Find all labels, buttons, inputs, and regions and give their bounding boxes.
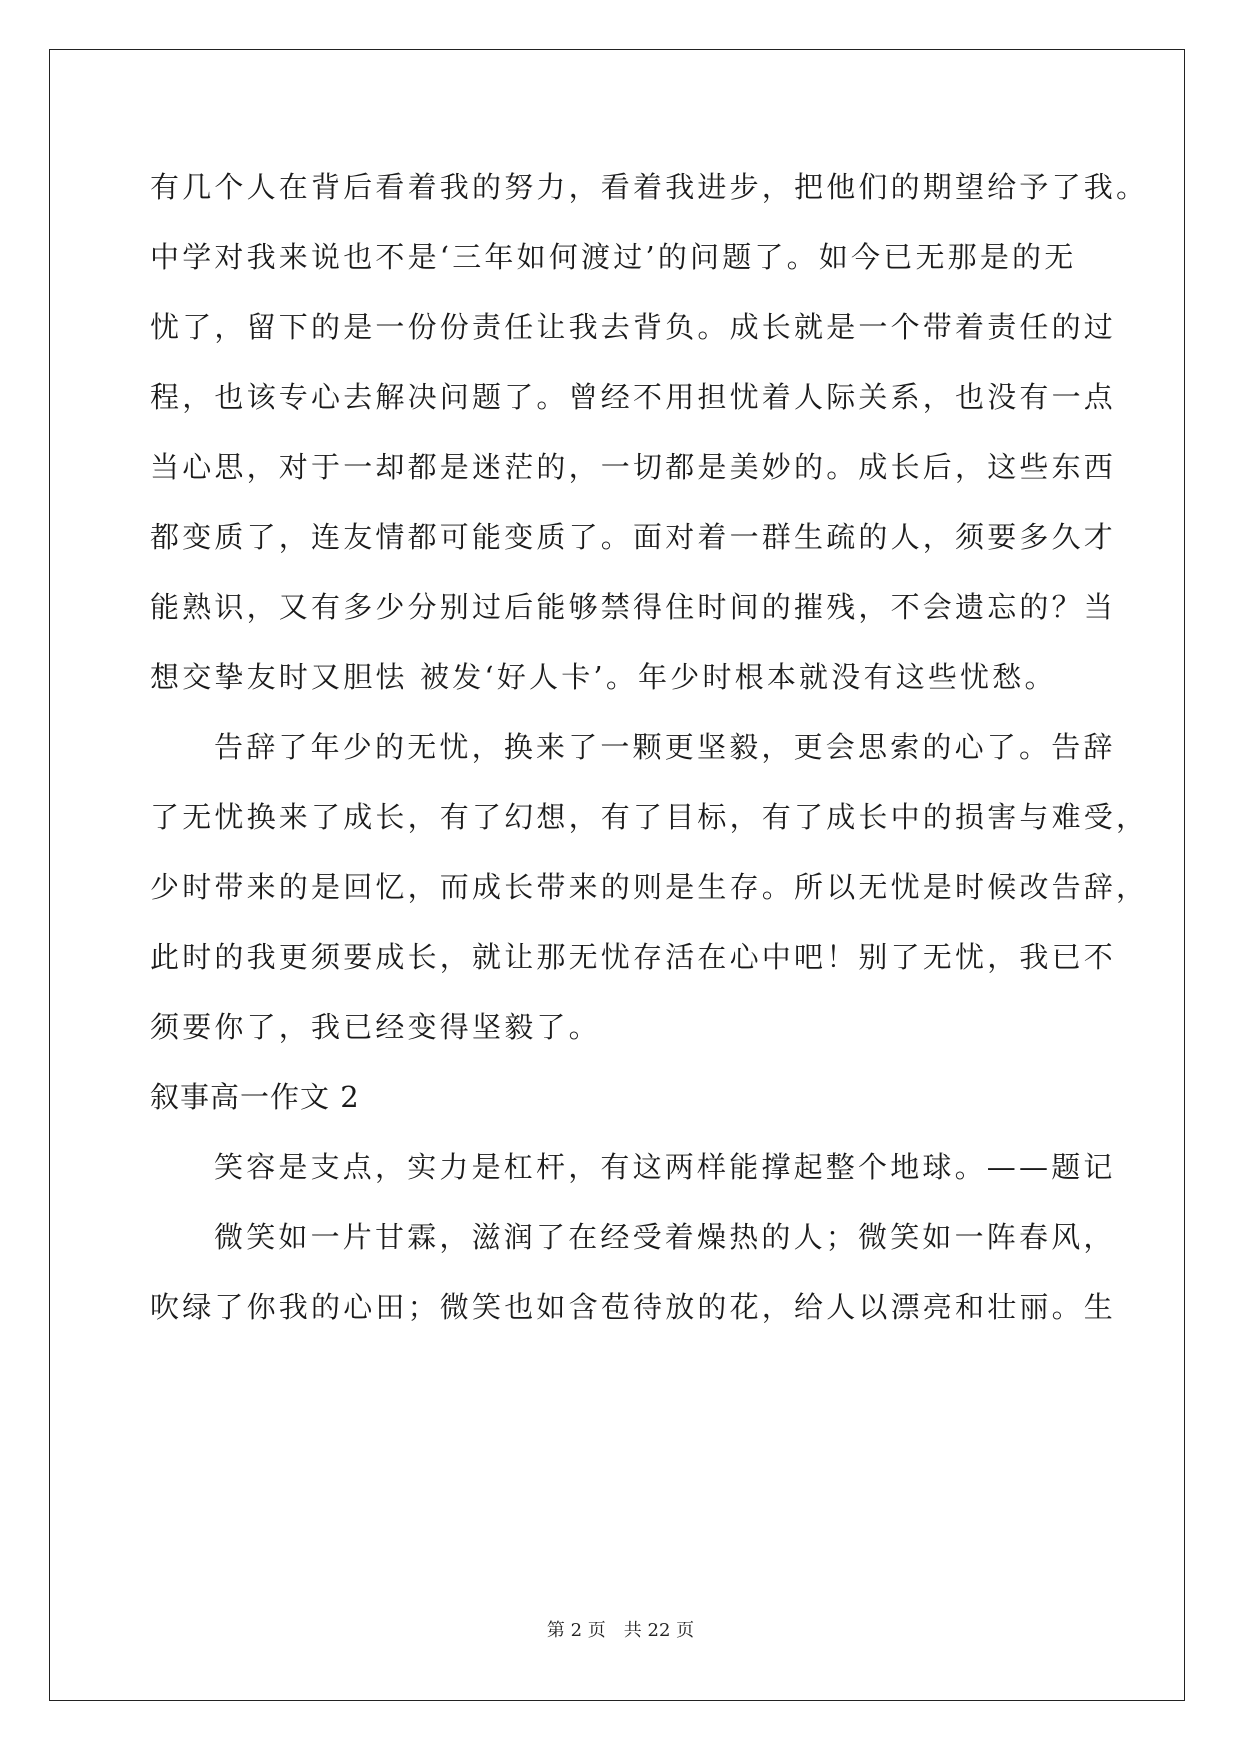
text-line: 少时带来的是回忆，而成长带来的则是生存。所以无忧是时候改告辞， [150, 870, 1149, 904]
epigraph-line: 笑容是支点，实力是杠杆，有这两样能撑起整个地球。——题记 [214, 1150, 1116, 1184]
text-line: 当心思，对于一却都是迷茫的，一切都是美妙的。成长后，这些东西 [150, 450, 1117, 484]
text-line: 能熟识，又有多少分别过后能够禁得住时间的摧残，不会遗忘的？当 [150, 590, 1117, 624]
page-current-label: 第 2 页 [546, 1620, 606, 1641]
text-line: 程，也该专心去解决问题了。曾经不用担忧着人际关系，也没有一点 [150, 380, 1117, 414]
document-body [150, 152, 1149, 1342]
paragraph-start-line: 告辞了年少的无忧，换来了一颗更坚毅，更会思索的心了。告辞 [214, 730, 1116, 764]
text-line: 此时的我更须要成长，就让那无忧存活在心中吧！别了无忧，我已不 [150, 940, 1117, 974]
text-line: 忧了，留下的是一份份责任让我去背负。成长就是一个带着责任的过 [150, 310, 1117, 344]
section-heading: 叙事高一作文 2 [150, 1080, 360, 1114]
text-line: 有几个人在背后看着我的努力，看着我进步，把他们的期望给予了我。 [150, 170, 1149, 204]
text-line: 了无忧换来了成长，有了幻想，有了目标，有了成长中的损害与难受， [150, 800, 1149, 834]
page-footer [0, 1616, 1241, 1642]
paragraph-start-line: 微笑如一片甘霖，滋润了在经受着燥热的人；微笑如一阵春风， [214, 1220, 1116, 1254]
page-total-label: 共 22 页 [623, 1620, 695, 1641]
text-line: 都变质了，连友情都可能变质了。面对着一群生疏的人，须要多久才 [150, 520, 1117, 554]
text-line: 中学对我来说也不是‘三年如何渡过’的问题了。如今已无那是的无 [150, 240, 1077, 274]
text-line: 想交挚友时又胆怯 被发‘好人卡’。年少时根本就没有这些忧愁。 [150, 660, 1057, 694]
text-line: 须要你了，我已经变得坚毅了。 [150, 1010, 601, 1044]
text-line: 吹绿了你我的心田；微笑也如含苞待放的花，给人以漂亮和壮丽。生 [150, 1290, 1117, 1324]
